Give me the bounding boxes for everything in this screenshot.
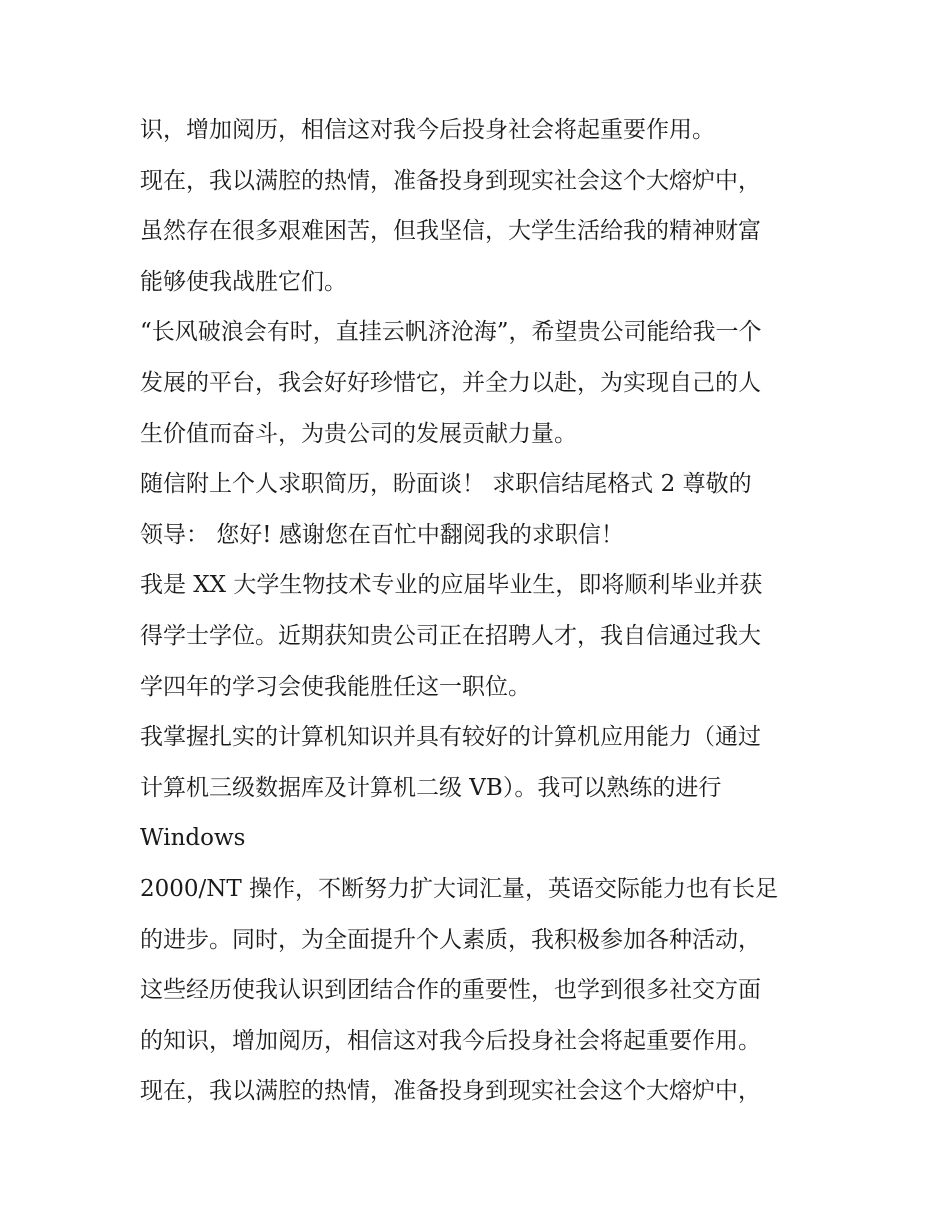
text-line: Windows (140, 825, 246, 852)
text-line: 虽然存在很多艰难困苦，但我坚信，大学生活给我的精神财富 (140, 218, 761, 245)
body-text (140, 108, 830, 1120)
text-line: 生价值而奋斗，为贵公司的发展贡献力量。 (140, 420, 577, 447)
text-line: 现在，我以满腔的热情，准备投身到现实社会这个大熔炉中， (140, 167, 761, 194)
text-line: 识，增加阅历，相信这对我今后投身社会将起重要作用。 (140, 117, 715, 143)
text-line: 现在，我以满腔的热情，准备投身到现实社会这个大熔炉中， (140, 1078, 761, 1105)
text-line: 得学士学位。近期获知贵公司正在招聘人才，我自信通过我大 (140, 622, 761, 649)
text-line: 我掌握扎实的计算机知识并具有较好的计算机应用能力（通过 (140, 724, 761, 751)
text-line: 2000/NT 操作，不断努力扩大词汇量，英语交际能力也有长足 (140, 875, 779, 902)
text-line: 能够使我战胜它们。 (140, 268, 347, 295)
text-line: 发展的平台，我会好好珍惜它，并全力以赴，为实现自己的人 (140, 369, 761, 396)
text-line: 这些经历使我认识到团结合作的重要性，也学到很多社交方面 (140, 977, 761, 1004)
text-line: 的知识，增加阅历，相信这对我今后投身社会将起重要作用。 (140, 1027, 761, 1054)
text-line: 我是 XX 大学生物技术专业的应届毕业生，即将顺利毕业并获 (140, 572, 763, 599)
text-line: “长风破浪会有时，直挂云帆济沧海”，希望贵公司能给我一个 (140, 319, 762, 346)
text-line: 领导： 您好! 感谢您在百忙中翻阅我的求职信！ (140, 521, 624, 548)
text-line: 学四年的学习会使我能胜任这一职位。 (140, 673, 531, 700)
text-line: 随信附上个人求职简历，盼面谈！ 求职信结尾格式 2 尊敬的 (140, 471, 752, 498)
text-line: 的进步。同时，为全面提升个人素质，我积极参加各种活动， (140, 926, 761, 953)
text-line: 计算机三级数据库及计算机二级 VB）。我可以熟练的进行 (140, 774, 722, 801)
